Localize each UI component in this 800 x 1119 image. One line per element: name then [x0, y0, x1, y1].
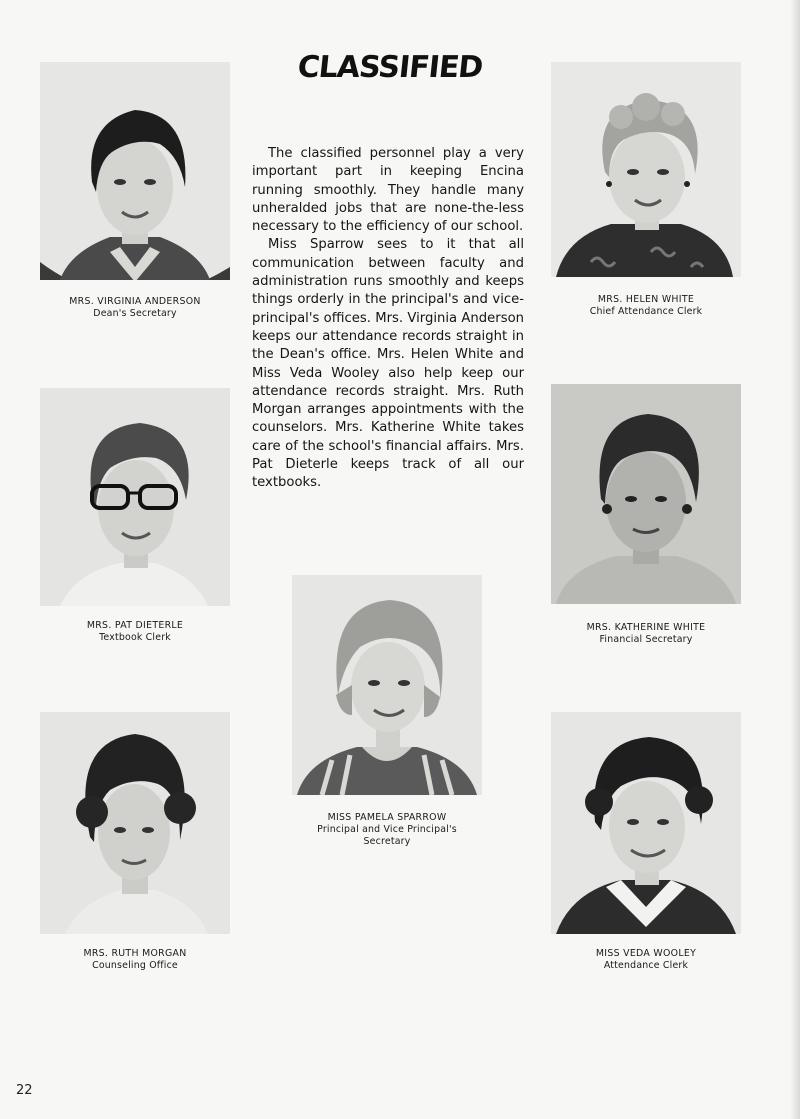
staff-caption [40, 948, 230, 972]
staff-caption [292, 812, 482, 848]
staff-caption [551, 948, 741, 972]
portrait-photo [40, 712, 230, 934]
intro-paragraph-1: The classified personnel play a very important part in keeping Encina running smoothly. They handle many unheralded jobs that are none-the-less necessary to the efficiency of our school. [252, 146, 524, 235]
page-number: 22 [16, 1083, 33, 1098]
portrait-photo [292, 575, 482, 795]
staff-caption [40, 296, 230, 320]
staff-role: Counseling Office [92, 960, 178, 971]
portrait-photo [40, 62, 230, 280]
staff-role: Dean's Secretary [93, 308, 177, 319]
staff-caption [551, 294, 741, 318]
staff-role: Principal and Vice Principal's [317, 824, 457, 835]
staff-name: MRS. KATHERINE WHITE [586, 622, 706, 633]
staff-role: Attendance Clerk [603, 960, 689, 971]
intro-text [252, 145, 524, 493]
staff-name: MRS. PAT DIETERLE [86, 620, 184, 631]
page-edge-shadow [790, 0, 800, 1119]
staff-role: Financial Secretary [599, 634, 693, 645]
staff-role-continued: Secretary [363, 836, 411, 847]
staff-caption [40, 620, 230, 644]
intro-paragraph-2: Miss Sparrow sees to it that all communication between faculty and administration runs smoothly and keeps things orderly in the principal's and vice-principal's offices. Mrs. Virginia Anderson keeps our attendance records straight in the Dean's office. Mrs. Helen White and Miss Veda Wooley also help keep our attendance records straight. Mrs. Ruth Morgan arranges appointments with the counselors. Mrs. Katherine White takes care of the school's financial affairs. Mrs. Pat Dieterle keeps track of all our textbooks. [252, 237, 524, 491]
page-title [283, 50, 497, 85]
staff-name: MRS. HELEN WHITE [597, 294, 695, 305]
staff-name: MRS. RUTH MORGAN [83, 948, 187, 959]
staff-caption [551, 622, 741, 646]
page-title-text: CLASSIFIED [295, 50, 485, 85]
portrait-photo [40, 388, 230, 606]
portrait-photo [551, 62, 741, 277]
portrait-photo [551, 384, 741, 604]
staff-role: Chief Attendance Clerk [589, 306, 703, 317]
staff-name: MISS VEDA WOOLEY [595, 948, 697, 959]
staff-name: MRS. VIRGINIA ANDERSON [69, 296, 201, 307]
portrait-photo [551, 712, 741, 934]
staff-name: MISS PAMELA SPARROW [327, 812, 447, 823]
staff-role: Textbook Clerk [99, 632, 171, 643]
